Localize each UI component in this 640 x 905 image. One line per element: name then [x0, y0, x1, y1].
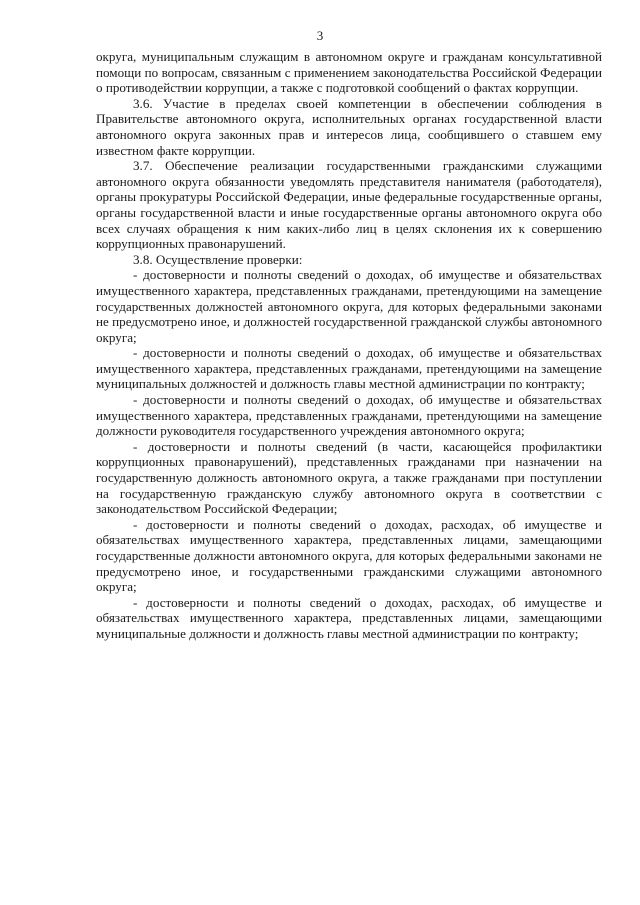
- document-body: [96, 49, 602, 642]
- list-item: - достоверности и полноты сведений (в части, касающейся профилактики коррупционных правонарушений), представленных гражданами при назначении на государственную должность автономного округа, а также гражданами при поступлении на государственную гражданскую службу автономного округа в соответствии с законодательством Российской Федерации;: [96, 438, 602, 517]
- list-item: - достоверности и полноты сведений о доходах, об имуществе и обязательствах имущественного характера, представленных гражданами, претендующими на замещение должности руководителя государственного учреждения автономного округа;: [96, 392, 602, 439]
- paragraph-continuation: округа, муниципальным служащим в автономном округе и гражданам консультативной помощи по вопросам, связанным с применением законодательства Российской Федерации о противодействии коррупции, а также с подготовкой сообщений о фактах коррупции.: [96, 49, 602, 96]
- page-number: 3: [316, 28, 324, 43]
- paragraph-3-7: 3.7. Обеспечение реализации государственными гражданскими служащими автономного округа обязанности уведомлять представителя нанимателя (работодателя), органы прокуратуры Российской Федерации, иные федеральные государственные органы, органы государственной власти и иные государственные органы автономного округа обо всех случаях обращения к ним каких-либо лиц в целях склонения их к совершению коррупционных правонарушений.: [96, 158, 602, 252]
- paragraph-3-6: 3.6. Участие в пределах своей компетенции в обеспечении соблюдения в Правительстве автономного округа, исполнительных органах государственной власти автономного округа законных прав и интересов лица, сообщившего о ставшем ему известном факте коррупции.: [96, 95, 602, 158]
- list-item: - достоверности и полноты сведений о доходах, расходах, об имуществе и обязательствах имущественного характера, представленных лицами, замещающими государственные должности автономного округа, для которых федеральными законами не предусмотрено иное, и государственными гражданскими служащими автономного округа;: [96, 516, 602, 595]
- paragraph-3-8-heading: 3.8. Осуществление проверки:: [133, 251, 303, 267]
- list-item: - достоверности и полноты сведений о доходах, об имуществе и обязательствах имущественного характера, представленных гражданами, претендующими на замещение государственных должностей автономного округа, для которых федеральными законами не предусмотрено иное, и должностей государственной гражданской службы автономного округа;: [96, 267, 602, 345]
- list-item: - достоверности и полноты сведений о доходах, расходах, об имуществе и обязательствах имущественного характера, представленных лицами, замещающими муниципальные должности и должность главы местной администрации по контракту;: [96, 594, 602, 641]
- list-item: - достоверности и полноты сведений о доходах, об имуществе и обязательствах имущественного характера, представленных гражданами, претендующими на замещение муниципальных должностей и должность главы местной администрации по контракту;: [96, 345, 602, 392]
